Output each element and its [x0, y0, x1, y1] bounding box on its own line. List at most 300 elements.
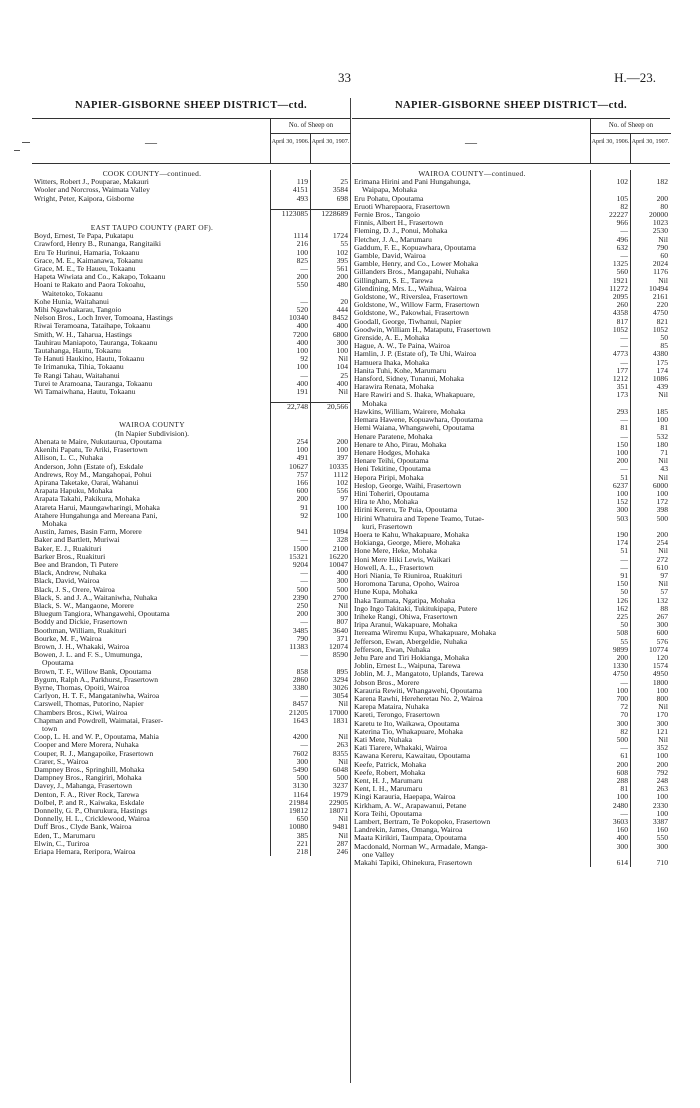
owner-name: Hokianga, George, Miere, Mohaka [354, 539, 461, 548]
sheep-1906: 100 [296, 346, 308, 356]
sheep-1907: 3294 [332, 674, 348, 684]
sheep-1906: 500 [296, 773, 308, 783]
sheep-1906: 2390 [292, 592, 308, 602]
owner-name: Black, J. S., Orere, Wairoa [34, 585, 115, 594]
sheep-1906: 218 [296, 847, 308, 857]
sheep-1906: 4151 [292, 185, 308, 195]
owner-name: Davey, J., Mahanga, Frasertown [34, 782, 132, 791]
header-blank: — [145, 135, 157, 149]
owner-name: Waitetoko, Tokaanu [42, 289, 103, 298]
header-date-1906: April 30, 1906. [270, 134, 310, 163]
sheep-1907: 480 [336, 280, 348, 290]
sheep-1906: 105 [616, 193, 628, 203]
table-header [32, 118, 350, 164]
owner-name: Katerina Tio, Whakapuare, Mohaka [354, 727, 463, 736]
owner-name: Lambert, Bertram, Te Pokopoko, Frasertown [354, 818, 491, 827]
owner-name: Karauria Rewiti, Whangawehi, Opoutama [354, 686, 482, 695]
sheep-1907: 397 [336, 453, 348, 463]
sheep-1906: 160 [616, 825, 628, 835]
sheep-1907: 1574 [652, 661, 668, 671]
sheep-1907: 439 [656, 382, 668, 392]
column-rule [270, 170, 271, 856]
sheep-1906: 11272 [609, 283, 628, 293]
sheep-1907: 8590 [332, 650, 348, 660]
owner-name: Fleming, D. J., Ponui, Mohaka [354, 227, 448, 236]
owner-name: Kent, H. J., Marumaru [354, 777, 423, 786]
sheep-1906: 288 [616, 776, 628, 786]
sheep-1906: 200 [296, 494, 308, 504]
sheep-1907: 4950 [652, 669, 668, 679]
owner-name: Makahi Tapiki, Ohinekura, Frasertown [354, 859, 473, 868]
owner-name: Goldstone, W., Willow Farm, Frasertown [354, 301, 480, 310]
owner-name: Hoera te Kahu, Whakapuare, Mohaka [354, 530, 469, 539]
header-date-1907: April 30, 1907. [630, 134, 670, 163]
owner-name: Kati Tiarere, Whakaki, Wairoa [354, 744, 447, 753]
sheep-1907: Nil [338, 732, 348, 742]
sheep-1906: 491 [296, 453, 308, 463]
owner-name: Boothman, William, Ruakituri [34, 626, 127, 635]
owner-name: Arapata Hapuku, Mohaka [34, 487, 113, 496]
owner-name: Iriheke Rangi, Ohiwa, Frasertown [354, 612, 458, 621]
sheep-1907: 172 [656, 497, 668, 507]
sheep-1907: 22905 [329, 797, 348, 807]
owner-name: Hamuera Ihaka, Mohaka [354, 358, 430, 367]
sheep-1906: 351 [616, 382, 628, 392]
sheep-1907: 2700 [332, 592, 348, 602]
owner-name: Tautahanga, Hautu, Tokaanu [34, 347, 121, 356]
sheep-1906: — [620, 562, 628, 572]
owner-name: Baker, E. J., Ruakituri [34, 544, 102, 553]
owner-name: Donnelly, H. L., Cricklewood, Wairoa [34, 815, 150, 824]
sheep-1906: — [620, 341, 628, 351]
sheep-1907: 267 [656, 611, 668, 621]
sheep-1906: — [300, 691, 308, 701]
sheep-1907: 398 [656, 505, 668, 515]
sheep-1906: 82 [620, 726, 628, 736]
heading-text: WAIROA COUNTY [119, 421, 185, 430]
owner-name: Ahenata te Maire, Nukutaurua, Opoutama [34, 437, 162, 446]
owner-name: Henare te Aho, Pirau, Mohaka [354, 440, 447, 449]
sheep-1906: 55 [620, 636, 628, 646]
sheep-1906: 1052 [612, 324, 628, 334]
owner-name: one Valley [362, 850, 395, 859]
owner-name: Eru Pohatu, Opoutama [354, 194, 424, 203]
sheep-1907: 10774 [649, 644, 668, 654]
sheep-1906: 385 [296, 830, 308, 840]
sheep-1907: 100 [656, 751, 668, 761]
sheep-1907: 100 [336, 510, 348, 520]
sheep-1907: 500 [656, 513, 668, 523]
sheep-1907: 328 [336, 535, 348, 545]
sheep-1907: 698 [336, 193, 348, 203]
sheep-1906: 81 [620, 784, 628, 794]
sheep-1906: 941 [296, 527, 308, 537]
sheep-1907: 300 [656, 620, 668, 630]
sheep-1907: 200 [656, 193, 668, 203]
owner-name: Keefe, Patrick, Mohaka [354, 760, 427, 769]
sheep-1907: 170 [656, 710, 668, 720]
sheep-1906: 400 [296, 337, 308, 347]
margin-mark [14, 150, 20, 151]
owner-name: Kawana Kereru, Kawaitau, Opoutama [354, 752, 471, 761]
owner-name: Gamble, David, Wairoa [354, 252, 426, 261]
sheep-1906: 15321 [289, 551, 308, 561]
county-heading [32, 421, 350, 429]
sheep-1907: 1228689 [310, 209, 350, 218]
owner-name: Grace, M. E., Kaimanawa, Tokaanu [34, 256, 143, 265]
owner-name: Jefferson, Ewan, Abergeldie, Nuhaka [354, 637, 468, 646]
owner-name: Black, S. W., Mangaone, Morere [34, 601, 134, 610]
owner-name: Couper, R. J., Mangapoike, Frasertown [34, 749, 154, 758]
sheep-1906: — [620, 415, 628, 425]
sheep-1907: 4380 [652, 349, 668, 359]
owner-name: Turei te Aramoana, Tauranga, Tokaanu [34, 379, 153, 388]
owner-name: Finnis, Albert H., Frasertown [354, 219, 444, 228]
sheep-1907: 71 [660, 447, 668, 457]
sheep-1906: 22,748 [270, 402, 310, 411]
sheep-1907: 120 [656, 652, 668, 662]
sheep-1906: 61 [620, 751, 628, 761]
sheep-1907: 3640 [332, 625, 348, 635]
sheep-1906: 250 [296, 600, 308, 610]
owner-name: Hori Niania, Te Riuniroa, Ruakituri [354, 571, 463, 580]
sheep-1907: 300 [336, 337, 348, 347]
sheep-1906: 300 [616, 841, 628, 851]
owner-name: Erimana Hirini and Pani Hungahunga, [354, 178, 471, 187]
sheep-1907: 100 [336, 445, 348, 455]
table-body [352, 170, 670, 867]
sheep-1906: 174 [616, 538, 628, 548]
sheep-1907: 220 [656, 300, 668, 310]
sheep-1906: 81 [620, 423, 628, 433]
sheep-1907: Nil [658, 579, 668, 589]
sheep-1907: 121 [656, 726, 668, 736]
sheep-1907: 3237 [332, 781, 348, 791]
sheep-1906: 9899 [612, 644, 628, 654]
sheep-1906: 500 [616, 735, 628, 745]
sheep-1906: 503 [616, 513, 628, 523]
sheep-1907: 6048 [332, 765, 348, 775]
owner-name: Boddy and Dickie, Frasertown [34, 618, 128, 627]
owner-name: Honi Mere Hiki Lewis, Waikari [354, 555, 451, 564]
sheep-1907: 8355 [332, 748, 348, 758]
owner-name: Hague, A. W., Te Paina, Wairoa [354, 342, 451, 351]
owner-row [32, 651, 350, 659]
owner-name: Crarer, S., Wairoa [34, 757, 89, 766]
owner-name: Macdonald, Norman W., Armadale, Manga- [354, 842, 488, 851]
county-total-row [32, 209, 350, 218]
sheep-1906: 2480 [612, 800, 628, 810]
sheep-1907: Nil [338, 830, 348, 840]
sheep-1906: 100 [296, 362, 308, 372]
sheep-1906: — [300, 370, 308, 380]
sheep-1907: 20000 [649, 210, 668, 220]
owner-name: Gamble, Henry, and Co., Lower Mohaka [354, 260, 479, 269]
owner-name: Goldstone, W., Pakowhai, Frasertown [354, 309, 469, 318]
sheep-1907: 55 [340, 239, 348, 249]
sheep-1906: 254 [296, 436, 308, 446]
sheep-1906: 91 [620, 570, 628, 580]
sheep-1907: 444 [336, 305, 348, 315]
sheep-1907: 200 [336, 272, 348, 282]
sheep-1906: 191 [296, 387, 308, 397]
owner-name: Waipapa, Mohaka [362, 186, 418, 195]
sheep-1907: 710 [656, 858, 668, 868]
sheep-1906: 550 [296, 280, 308, 290]
sheep-1907: Nil [658, 456, 668, 466]
sheep-1907: 182 [656, 177, 668, 187]
sheep-1906: 2095 [612, 292, 628, 302]
sheep-1906: 200 [616, 456, 628, 466]
sheep-1906: 300 [616, 505, 628, 515]
sheep-1906: 51 [620, 546, 628, 556]
sheep-1906: — [620, 808, 628, 818]
sheep-1906: 21984 [289, 797, 308, 807]
sheep-1906: 858 [296, 666, 308, 676]
sheep-1906: 757 [296, 469, 308, 479]
owner-name: Baker and Bartlett, Muriwai [34, 536, 120, 545]
owner-name: Akenihi Papatu, Te Ariki, Frasertown [34, 446, 148, 455]
sheep-1906: 520 [296, 305, 308, 315]
sheep-1906: 493 [296, 193, 308, 203]
owner-name: Henare Hodges, Mohaka [354, 448, 430, 457]
owner-name: Maata Kirikiri, Taumpata, Opoutama [354, 834, 467, 843]
owner-name: Keefe, Robert, Mohaka [354, 768, 426, 777]
sheep-1907: 821 [656, 316, 668, 326]
sheep-1906: — [300, 264, 308, 274]
sheep-1906: 6237 [612, 480, 628, 490]
sheep-1907: 561 [336, 264, 348, 274]
sheep-1907: 287 [336, 838, 348, 848]
owner-name: Brown, T. F., Willow Bank, Opoutama [34, 667, 152, 676]
sheep-1907: Nil [338, 600, 348, 610]
sheep-1906: 50 [620, 587, 628, 597]
owner-row [32, 281, 350, 289]
sheep-1907: 200 [336, 436, 348, 446]
sheep-1907: 57 [660, 587, 668, 597]
owner-name: Eden, T., Marumaru [34, 831, 96, 840]
owner-name: Kirkham, A. W., Arapawanui, Petane [354, 801, 467, 810]
sheep-1907: 400 [336, 568, 348, 578]
owner-name: Andrews, Roy M., Mangahopai, Pohui [34, 470, 152, 479]
sheep-1906: — [300, 617, 308, 627]
sheep-1907: 20,566 [310, 402, 350, 411]
sheep-1906: 100 [616, 792, 628, 802]
owner-name: Kingi Karauria, Haepapa, Wairoa [354, 793, 456, 802]
owner-name: Hini Toheriri, Opoutama [354, 489, 430, 498]
owner-name: Kora Teihi, Opoutama [354, 809, 422, 818]
sheep-1906: — [620, 251, 628, 261]
heading-text: EAST TAUPO COUNTY (PART OF). [90, 224, 214, 233]
sheep-1907: 3054 [332, 691, 348, 701]
sheep-1907: 792 [656, 767, 668, 777]
sheep-1906: 173 [616, 390, 628, 400]
owner-name: Duff Bros., Clyde Bank, Wairoa [34, 823, 132, 832]
sheep-1906: — [620, 357, 628, 367]
owner-name: Joblin, Ernest L., Waipuna, Tarewa [354, 662, 461, 671]
sheep-1906: 100 [616, 685, 628, 695]
sheep-1907: 895 [336, 666, 348, 676]
table-header [352, 118, 670, 164]
sheep-1906: — [620, 226, 628, 236]
district-title: NAPIER-GISBORNE SHEEP DISTRICT—ctd. [394, 100, 628, 111]
sheep-1907: 395 [336, 255, 348, 265]
sheep-1907: 160 [656, 825, 668, 835]
owner-name: town [42, 725, 58, 733]
sheep-1907: 2530 [652, 226, 668, 236]
owner-name: Denton, F. A., River Rock, Tarewa [34, 790, 140, 799]
sheep-1907: 100 [656, 792, 668, 802]
owner-name: Joblin, M. J., Mangatoto, Uplands, Tarewa [354, 670, 484, 679]
owner-name: Hepora Piripi, Mohaka [354, 473, 424, 482]
sheep-1907: 10047 [329, 559, 348, 569]
sheep-1907: 43 [660, 464, 668, 474]
sheep-1906 [270, 421, 310, 429]
sheep-1907: 88 [660, 603, 668, 613]
owner-name: Wooler and Norcross, Waimata Valley [34, 186, 150, 195]
sheep-1906: 92 [300, 354, 308, 364]
sheep-1907: 1800 [652, 677, 668, 687]
sheep-1907: 9481 [332, 822, 348, 832]
sheep-1906: 4200 [292, 732, 308, 742]
margin-mark [22, 142, 30, 143]
sheep-1907: 97 [660, 570, 668, 580]
sheep-1906: 1325 [612, 259, 628, 269]
sheep-1907: 400 [336, 321, 348, 331]
sheep-1907: 16220 [329, 551, 348, 561]
sheep-1907: 8452 [332, 313, 348, 323]
owner-name: Hone Mere, Heke, Mohaka [354, 547, 437, 556]
sheep-1907: 10494 [649, 283, 668, 293]
sheep-1906: 496 [616, 234, 628, 244]
sheep-1907: 100 [656, 488, 668, 498]
page-number: 33 [338, 70, 351, 85]
sheep-1906: 400 [296, 378, 308, 388]
sheep-1907: 1831 [332, 715, 348, 725]
owner-name: Hirini Whatuira and Tepene Teamo, Tutae- [354, 514, 485, 523]
sheep-1907: 3387 [652, 817, 668, 827]
owner-name [32, 209, 270, 218]
owner-name: Goldstone, W., Riverslea, Frasertown [354, 293, 468, 302]
sheep-1906: 508 [616, 628, 628, 638]
sheep-1907: 17000 [329, 707, 348, 717]
owner-name: Kati Mete, Nuhaka [354, 736, 412, 745]
owner-row [352, 178, 670, 186]
owner-name: Hoani te Rakato and Paora Tokoahu, [34, 281, 146, 290]
sheep-1907: Nil [658, 234, 668, 244]
sheep-1907: Nil [338, 387, 348, 397]
sheep-1906: 1643 [292, 715, 308, 725]
owner-name: Howell, A. L., Frasertown [354, 563, 434, 572]
sheep-1906: 966 [616, 218, 628, 228]
owner-name: Hanita Tuhi, Kohe, Marumaru [354, 366, 447, 375]
sheep-1907: 175 [656, 357, 668, 367]
owner-name: Bowen, J. L. and F. S., Umumunga, [34, 651, 143, 660]
sheep-1906: 70 [620, 710, 628, 720]
owner-row [32, 717, 350, 725]
owner-name: Apirana Taketake, Oarai, Wahanui [34, 478, 139, 487]
sheep-1907: 272 [656, 554, 668, 564]
sheep-1907: Nil [658, 472, 668, 482]
owner-name: Crawford, Henry B., Runanga, Rangitaiki [34, 240, 161, 249]
owner-name: Carlyon, H. T. F., Mangataniwha, Wairoa [34, 692, 160, 701]
sheep-1906: — [620, 743, 628, 753]
right-column [352, 98, 670, 867]
sheep-1906: — [300, 740, 308, 750]
owner-name: Anderson, John (Estate of), Eskdale [34, 462, 144, 471]
owner-name: Kohe Hunia, Waitahanui [34, 297, 109, 306]
sheep-1906: 152 [616, 497, 628, 507]
sheep-1907: 100 [656, 808, 668, 818]
sheep-1906: 1212 [612, 374, 628, 384]
sheep-1907: Nil [658, 390, 668, 400]
owner-name: Hawkins, William, Wairere, Mohaka [354, 407, 466, 416]
sheep-1906: 216 [296, 239, 308, 249]
sheep-1906: 92 [300, 510, 308, 520]
sheep-1907: 371 [336, 633, 348, 643]
owner-name: Barker Bros., Ruakituri [34, 552, 106, 561]
sheep-1906: 9204 [292, 559, 308, 569]
sheep-1907: 1094 [332, 527, 348, 537]
sheep-1907: Nil [658, 702, 668, 712]
owner-name: Hansford, Sidney, Tunanui, Mohaka [354, 375, 465, 384]
sheep-1906: 4750 [612, 669, 628, 679]
sheep-1906: 500 [296, 584, 308, 594]
sheep-1907: 85 [660, 341, 668, 351]
sheep-1906: 119 [296, 177, 308, 187]
sheep-1907: 263 [336, 740, 348, 750]
owner-name: Jefferson, Ewan, Nuhaka [354, 645, 431, 654]
owner-row [32, 512, 350, 520]
sheep-1907: 132 [656, 595, 668, 605]
owner-name: Opoutama [42, 659, 74, 668]
owner-name: Tauhirau Maniapoto, Tauranga, Tokaanu [34, 338, 158, 347]
sheep-1907: 550 [656, 833, 668, 843]
sheep-1907: 80 [660, 201, 668, 211]
sheep-1907: 248 [656, 776, 668, 786]
sheep-1906: — [300, 296, 308, 306]
sheep-1907: Nil [658, 735, 668, 745]
sheep-1906: 100 [296, 247, 308, 257]
owner-name: Henare Paratene, Mohaka [354, 432, 433, 441]
sheep-1906: 400 [296, 321, 308, 331]
sheep-1907: 246 [336, 847, 348, 857]
owner-name: Hemi Waiana, Whangawehi, Opoutama [354, 424, 475, 433]
owner-name: Dampney Bros., Rangiriri, Mohaka [34, 774, 142, 783]
sheep-1907: 2100 [332, 543, 348, 553]
owner-name: Fletcher, J. A., Marumaru [354, 235, 432, 244]
sheep-1906: — [620, 333, 628, 343]
owner-name: Glendining, Mrs. L., Waihua, Wairoa [354, 284, 467, 293]
heading-text: WAIROA COUNTY—continued. [418, 170, 526, 178]
owner-name: Grace, M. E., Te Haueu, Tokaanu [34, 265, 136, 274]
owner-name [32, 402, 270, 411]
sheep-1907: 200 [656, 529, 668, 539]
sheep-1907: 1176 [653, 267, 668, 277]
owner-row [352, 859, 670, 867]
sheep-1907: 10335 [329, 461, 348, 471]
owner-name: Donnelly, G. P., Ohurukura, Hastings [34, 807, 148, 816]
owner-name: Goodall, George, Tiwhanui, Napier [354, 317, 462, 326]
owner-name: Karetu te Ito, Waikawa, Opoutama [354, 719, 460, 728]
sheep-1907: 807 [336, 617, 348, 627]
sheep-1907: 100 [336, 346, 348, 356]
sheep-1906: 50 [620, 620, 628, 630]
sheep-1907: 200 [656, 759, 668, 769]
sheep-1907: Nil [338, 354, 348, 364]
owner-name: Horomona Taruna, Opoho, Wairoa [354, 580, 460, 589]
owner-name: Dolbel, P. and R., Kaiwaka, Eskdale [34, 798, 145, 807]
